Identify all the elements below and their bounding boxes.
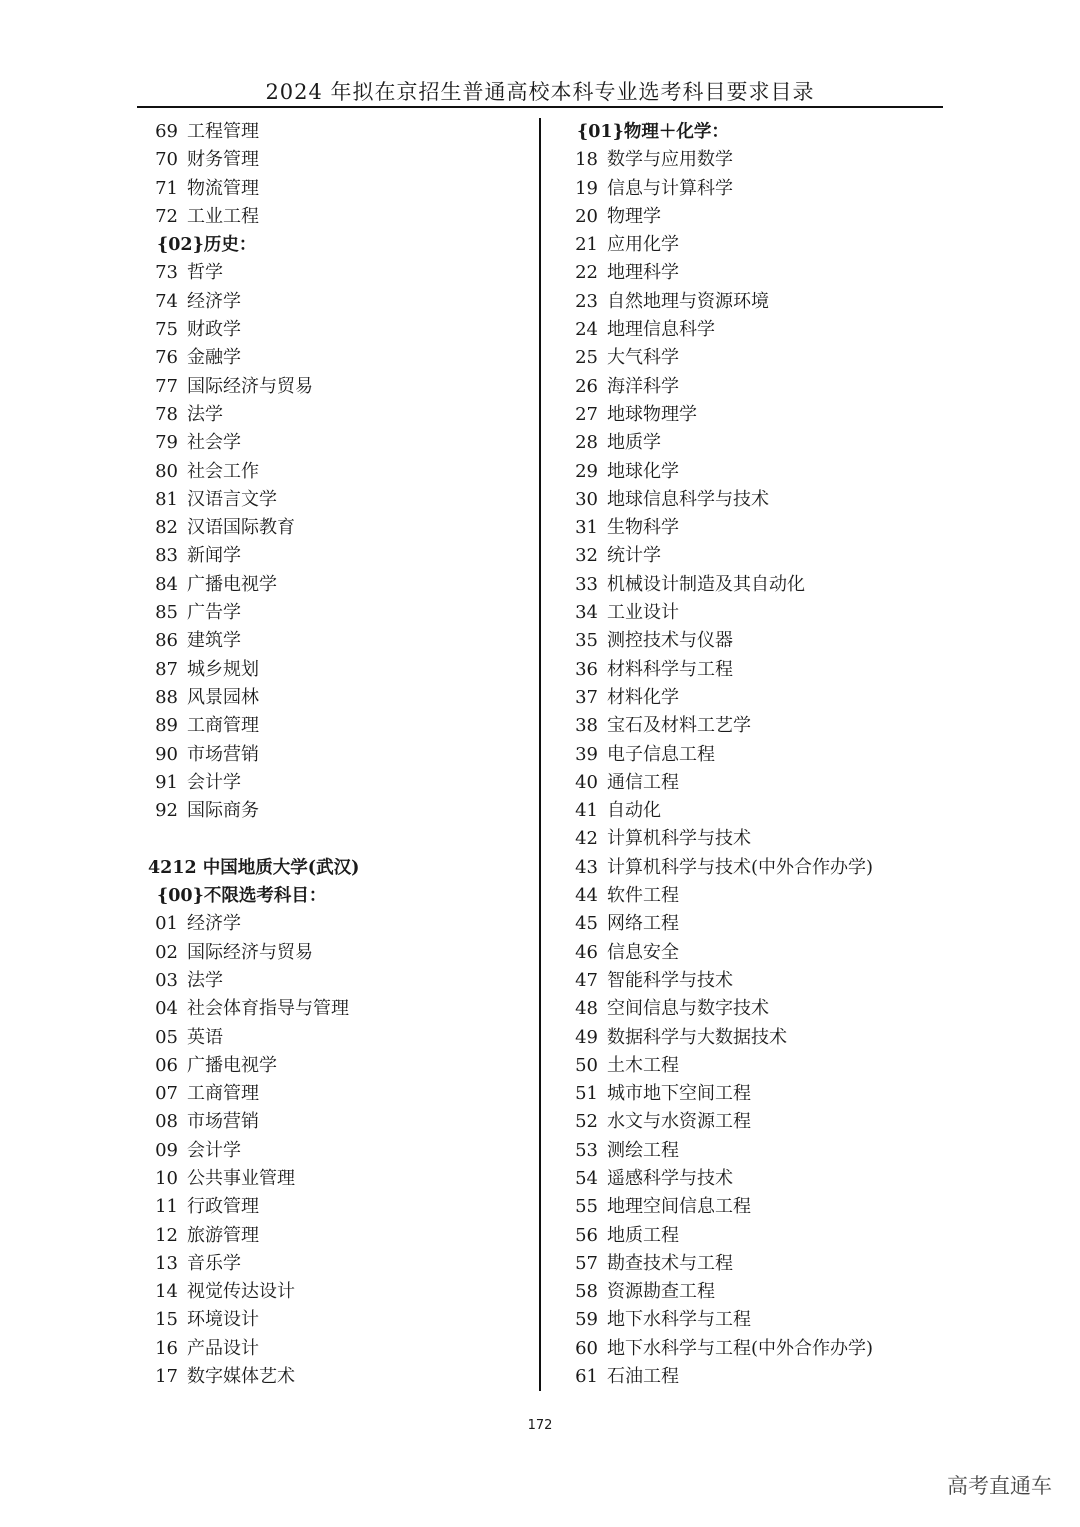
item-number: 40: [575, 771, 598, 793]
list-item: [148, 967, 533, 995]
item-number: 10: [155, 1167, 178, 1189]
item-number: 41: [575, 800, 598, 822]
item-number: 27: [575, 403, 598, 425]
item-name: 风景园林: [187, 686, 259, 708]
list-item: [568, 344, 948, 372]
item-name: 行政管理: [187, 1196, 259, 1218]
list-item: [568, 1165, 948, 1193]
item-name: 工商管理: [187, 1083, 259, 1105]
list-item: [148, 458, 533, 486]
list-item: [148, 910, 533, 938]
item-name: 土木工程: [607, 1054, 679, 1076]
list-item: [568, 1306, 948, 1334]
item-name: 汉语国际教育: [187, 517, 295, 539]
list-item: [148, 1193, 533, 1221]
item-name: 工程管理: [187, 121, 259, 142]
list-item: [148, 1222, 533, 1250]
list-item: [148, 995, 533, 1023]
item-name: 软件工程: [607, 885, 679, 907]
item-number: 32: [575, 545, 598, 567]
list-item: [568, 1363, 948, 1391]
item-name: 地下水科学与工程: [607, 1309, 751, 1331]
item-number: 05: [155, 1026, 178, 1048]
item-name: 地球物理学: [607, 403, 697, 425]
item-name: 国际商务: [187, 800, 259, 822]
list-item: [148, 1137, 533, 1165]
list-item: [148, 656, 533, 684]
item-number: 84: [155, 573, 178, 595]
item-number: 92: [155, 800, 178, 822]
list-item: [568, 429, 948, 457]
item-name: 音乐学: [187, 1252, 241, 1274]
list-item: [568, 910, 948, 938]
item-number: 82: [155, 517, 178, 539]
item-name: 工商管理: [187, 715, 259, 737]
item-number: 30: [575, 488, 598, 510]
item-name: 材料科学与工程: [607, 658, 733, 680]
item-name: 电子信息工程: [607, 743, 715, 765]
item-number: 18: [575, 149, 598, 171]
item-name: 广播电视学: [187, 1054, 277, 1076]
list-item: [148, 769, 533, 797]
item-number: 83: [155, 545, 178, 567]
item-name: 国际经济与贸易: [187, 375, 313, 397]
right-column: [568, 118, 948, 1391]
item-number: 89: [155, 715, 178, 737]
item-number: 78: [155, 403, 178, 425]
item-number: 74: [155, 290, 178, 312]
item-name: 财务管理: [187, 149, 259, 171]
item-number: 16: [155, 1337, 178, 1359]
item-number: 14: [155, 1281, 178, 1303]
item-number: 75: [155, 319, 178, 341]
item-number: 01: [155, 913, 178, 935]
item-number: 48: [575, 998, 598, 1020]
list-item: [568, 1108, 948, 1136]
item-name: 地理信息科学: [607, 319, 715, 341]
item-number: 71: [155, 177, 178, 199]
list-item: [568, 684, 948, 712]
item-name: 社会体育指导与管理: [187, 998, 349, 1020]
item-name: 石油工程: [607, 1366, 679, 1388]
item-name: 海洋科学: [607, 375, 679, 397]
item-number: 80: [155, 460, 178, 482]
item-number: 31: [575, 517, 598, 539]
item-number: 49: [575, 1026, 598, 1048]
item-number: 36: [575, 658, 598, 680]
item-name: 建筑学: [187, 630, 241, 652]
item-number: 33: [575, 573, 598, 595]
list-item: [568, 712, 948, 740]
item-number: 81: [155, 488, 178, 510]
item-name: 数据科学与大数据技术: [607, 1026, 787, 1048]
item-name: 城乡规划: [187, 658, 259, 680]
list-item: [568, 599, 948, 627]
list-item: [148, 373, 533, 401]
list-item: [148, 118, 533, 146]
item-name: 机械设计制造及其自动化: [607, 573, 805, 595]
item-number: 69: [155, 121, 178, 142]
list-item: [568, 1222, 948, 1250]
page-title: 2024 年拟在京招生普通高校本科专业选考科目要求目录: [265, 80, 815, 104]
item-number: 13: [155, 1252, 178, 1274]
list-item: [568, 1080, 948, 1108]
list-item: [568, 1278, 948, 1306]
list-item: [148, 1363, 533, 1391]
column-divider: [539, 118, 541, 1391]
list-item: [568, 825, 948, 853]
blank-line: [148, 825, 533, 853]
item-number: 17: [155, 1366, 178, 1388]
item-number: 55: [575, 1196, 598, 1218]
list-item: [148, 939, 533, 967]
item-number: 43: [575, 856, 598, 878]
item-name: 广播电视学: [187, 573, 277, 595]
list-item: [568, 967, 948, 995]
item-name: 宝石及材料工艺学: [607, 715, 751, 737]
item-name: 法学: [187, 403, 223, 425]
item-name: 社会学: [187, 432, 241, 454]
item-name: 计算机科学与技术: [607, 828, 751, 850]
item-number: 53: [575, 1139, 598, 1161]
list-item: [148, 1108, 533, 1136]
list-item: [568, 854, 948, 882]
item-number: 50: [575, 1054, 598, 1076]
item-name: 地球化学: [607, 460, 679, 482]
item-number: 19: [575, 177, 598, 199]
item-name: 信息与计算科学: [607, 177, 733, 199]
item-name: 社会工作: [187, 460, 259, 482]
item-name: 广告学: [187, 602, 241, 624]
item-name: 地质工程: [607, 1224, 679, 1246]
item-name: 公共事业管理: [187, 1167, 295, 1189]
item-number: 90: [155, 743, 178, 765]
item-name: 空间信息与数字技术: [607, 998, 769, 1020]
item-name: 地理科学: [607, 262, 679, 284]
item-name: 汉语言文学: [187, 488, 277, 510]
item-number: 39: [575, 743, 598, 765]
item-number: 42: [575, 828, 598, 850]
item-number: 59: [575, 1309, 598, 1331]
list-item: [568, 1137, 948, 1165]
item-name: 会计学: [187, 771, 241, 793]
list-item: [568, 882, 948, 910]
item-name: 测控技术与仪器: [607, 630, 733, 652]
item-name: 通信工程: [607, 771, 679, 793]
list-item: [148, 514, 533, 542]
list-item: [148, 1306, 533, 1334]
subject-requirement-heading: {01}物理＋化学：: [577, 122, 729, 142]
item-name: 国际经济与贸易: [187, 941, 313, 963]
item-number: 87: [155, 658, 178, 680]
item-number: 07: [155, 1083, 178, 1105]
item-name: 英语: [187, 1026, 223, 1048]
list-item: [568, 514, 948, 542]
list-item: [568, 1250, 948, 1278]
item-number: 26: [575, 375, 598, 397]
list-item: [148, 146, 533, 174]
item-name: 网络工程: [607, 913, 679, 935]
item-name: 市场营销: [187, 1111, 259, 1133]
item-number: 51: [575, 1083, 598, 1105]
list-item: [568, 741, 948, 769]
item-number: 28: [575, 432, 598, 454]
item-name: 会计学: [187, 1139, 241, 1161]
item-name: 自然地理与资源环境: [607, 290, 769, 312]
list-item: [148, 401, 533, 429]
list-item: [568, 486, 948, 514]
item-name: 视觉传达设计: [187, 1281, 295, 1303]
list-item: [568, 939, 948, 967]
item-name: 应用化学: [607, 234, 679, 256]
item-number: 15: [155, 1309, 178, 1331]
list-item: [568, 373, 948, 401]
item-name: 计算机科学与技术(中外合作办学): [607, 856, 874, 878]
list-item: [148, 316, 533, 344]
item-number: 04: [155, 998, 178, 1020]
item-number: 76: [155, 347, 178, 369]
item-name: 数学与应用数学: [607, 149, 733, 171]
item-number: 46: [575, 941, 598, 963]
item-number: 79: [155, 432, 178, 454]
item-number: 21: [575, 234, 598, 256]
list-item: [148, 1052, 533, 1080]
item-number: 86: [155, 630, 178, 652]
item-name: 物流管理: [187, 177, 259, 199]
list-item: [568, 175, 948, 203]
item-name: 勘查技术与工程: [607, 1252, 733, 1274]
item-number: 88: [155, 686, 178, 708]
page-number: 172: [527, 1418, 553, 1433]
list-item: [148, 203, 533, 231]
item-name: 产品设计: [187, 1337, 259, 1359]
item-number: 29: [575, 460, 598, 482]
list-item: [148, 627, 533, 655]
item-number: 03: [155, 969, 178, 991]
list-item: [148, 1080, 533, 1108]
list-item: [148, 429, 533, 457]
school-heading: 4212 中国地质大学(武汉): [148, 857, 360, 878]
list-item: [148, 741, 533, 769]
item-number: 44: [575, 885, 598, 907]
item-number: 72: [155, 205, 178, 227]
item-name: 生物科学: [607, 517, 679, 539]
list-item: [148, 797, 533, 825]
list-item: [568, 797, 948, 825]
item-number: 58: [575, 1281, 598, 1303]
item-number: 47: [575, 969, 598, 991]
list-item: [148, 288, 533, 316]
header-rule: [137, 106, 943, 108]
list-item: [148, 1250, 533, 1278]
item-number: 73: [155, 262, 178, 284]
item-name: 地理空间信息工程: [607, 1196, 751, 1218]
item-name: 统计学: [607, 545, 661, 567]
list-item: [148, 1165, 533, 1193]
list-item: [568, 1024, 948, 1052]
list-item: [568, 769, 948, 797]
list-item: [148, 1024, 533, 1052]
list-item: [568, 1335, 948, 1363]
item-number: 09: [155, 1139, 178, 1161]
item-name: 经济学: [187, 913, 241, 935]
item-number: 45: [575, 913, 598, 935]
item-number: 22: [575, 262, 598, 284]
item-number: 57: [575, 1252, 598, 1274]
list-item: [568, 146, 948, 174]
item-name: 测绘工程: [607, 1139, 679, 1161]
item-name: 工业设计: [607, 602, 679, 624]
list-item: [148, 259, 533, 287]
list-item: [148, 712, 533, 740]
item-number: 06: [155, 1054, 178, 1076]
item-number: 85: [155, 602, 178, 624]
list-item: [568, 203, 948, 231]
item-name: 哲学: [187, 262, 223, 284]
item-name: 市场营销: [187, 743, 259, 765]
item-number: 35: [575, 630, 598, 652]
watermark-text: 高考直通车: [947, 1474, 1052, 1498]
item-number: 70: [155, 149, 178, 171]
left-column: [148, 118, 533, 1391]
item-name: 资源勘查工程: [607, 1281, 715, 1303]
list-item: [568, 542, 948, 570]
item-name: 物理学: [607, 205, 661, 227]
item-name: 遥感科学与技术: [607, 1167, 733, 1189]
item-number: 54: [575, 1167, 598, 1189]
item-name: 财政学: [187, 319, 241, 341]
item-name: 新闻学: [187, 545, 241, 567]
item-number: 25: [575, 347, 598, 369]
item-name: 数字媒体艺术: [187, 1366, 295, 1388]
item-name: 环境设计: [187, 1309, 259, 1331]
item-number: 23: [575, 290, 598, 312]
list-item: [148, 486, 533, 514]
list-item: [568, 627, 948, 655]
item-name: 城市地下空间工程: [607, 1083, 751, 1105]
list-item: [568, 1193, 948, 1221]
list-item: [148, 1335, 533, 1363]
item-number: 61: [575, 1366, 598, 1388]
item-name: 工业工程: [187, 205, 259, 227]
item-number: 20: [575, 205, 598, 227]
item-name: 旅游管理: [187, 1224, 259, 1246]
item-name: 地下水科学与工程(中外合作办学): [607, 1337, 874, 1359]
list-item: [568, 995, 948, 1023]
item-name: 地球信息科学与技术: [607, 488, 769, 510]
list-item: [568, 288, 948, 316]
list-item: [148, 344, 533, 372]
item-number: 08: [155, 1111, 178, 1133]
item-number: 37: [575, 686, 598, 708]
list-item: [568, 656, 948, 684]
item-name: 信息安全: [607, 941, 679, 963]
item-number: 11: [155, 1196, 178, 1218]
item-number: 02: [155, 941, 178, 963]
list-item: [148, 684, 533, 712]
list-item: [568, 401, 948, 429]
list-item: [568, 316, 948, 344]
list-item: [148, 175, 533, 203]
item-number: 34: [575, 602, 598, 624]
item-name: 自动化: [607, 800, 661, 822]
list-item: [148, 571, 533, 599]
item-name: 法学: [187, 969, 223, 991]
item-name: 材料化学: [607, 686, 679, 708]
item-name: 地质学: [607, 432, 661, 454]
item-number: 77: [155, 375, 178, 397]
item-number: 56: [575, 1224, 598, 1246]
list-item: [568, 259, 948, 287]
item-number: 38: [575, 715, 598, 737]
subject-requirement-heading: {02}历史：: [157, 235, 257, 256]
item-name: 水文与水资源工程: [607, 1111, 751, 1133]
list-item: [568, 458, 948, 486]
list-item: [148, 542, 533, 570]
item-number: 91: [155, 771, 178, 793]
item-name: 金融学: [187, 347, 241, 369]
list-item: [568, 1052, 948, 1080]
item-number: 60: [575, 1337, 598, 1359]
list-item: [148, 1278, 533, 1306]
item-name: 智能科学与技术: [607, 969, 733, 991]
list-item: [568, 571, 948, 599]
list-item: [148, 599, 533, 627]
item-name: 大气科学: [607, 347, 679, 369]
list-item: [568, 231, 948, 259]
item-number: 12: [155, 1224, 178, 1246]
subject-requirement-heading: {00}不限选考科目：: [157, 886, 327, 907]
item-number: 52: [575, 1111, 598, 1133]
item-name: 经济学: [187, 290, 241, 312]
item-number: 24: [575, 319, 598, 341]
